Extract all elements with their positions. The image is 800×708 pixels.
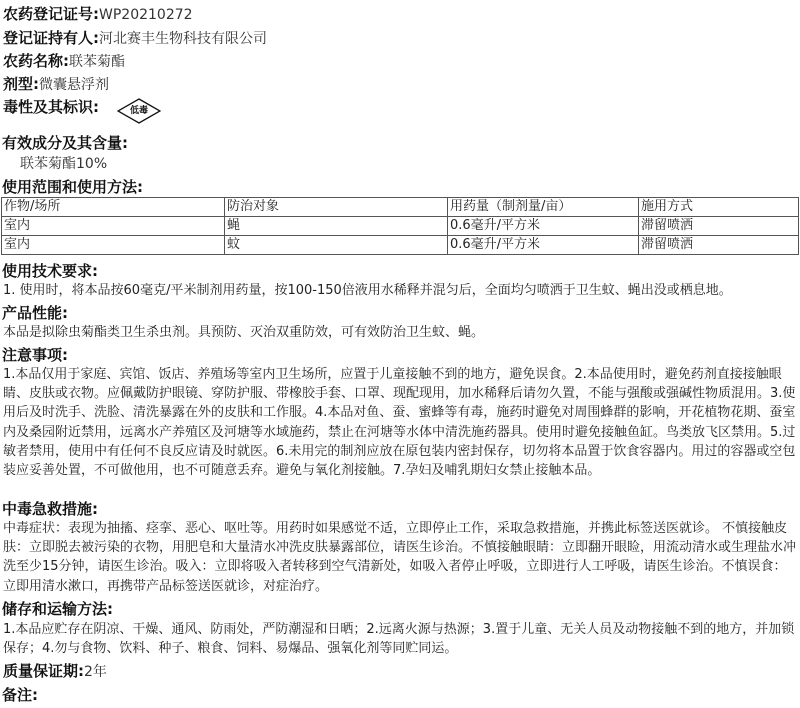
first-aid-text: 中毒症状：表现为抽搐、痉挛、恶心、呕吐等。用药时如果感觉不适，立即停止工作，采取急救措施，并携此标签送医就诊。 不慎接触皮肤：立即脱去被污染的衣物，用肥皂和大量清水冲洗皮肤暴露部位，请医生诊治。不慎接触眼睛：立即翻开眼睑，用流动清水或生理盐水冲洗至少15分钟，请医生诊治。吸入：立即将吸入者转移到空气清新处，如吸入者停止呼吸，立即进行人工呼吸，请医生诊治。不慎误食：立即用清水漱口，再携带产品标签送医就诊，对症治疗。 (3, 521, 797, 594)
toxicity-badge-text: 低毒 (129, 106, 148, 116)
warranty-label: 质量保证期: (3, 662, 84, 680)
technique-text: 1. 使用时，将本品按60毫克/平米制剂用药量，按100-150倍液用水稀释并混匀后，全面均匀喷洒于卫生蚊、蝇出没或栖息地。 (3, 283, 732, 298)
toxicity-line (3, 96, 99, 118)
ingredients-label: 有效成分及其含量: (2, 134, 128, 152)
precautions-label: 注意事项: (2, 346, 68, 364)
warranty-line (3, 660, 107, 682)
technique-label: 使用技术要求: (2, 262, 98, 280)
usage-table (1, 197, 799, 255)
formulation-value: 微囊悬浮剂 (39, 77, 109, 93)
table-cell: 蚊 (225, 236, 448, 255)
table-cell: 室内 (2, 217, 225, 236)
pesticide-name-value: 联苯菊酯 (69, 54, 125, 70)
table-row (2, 217, 799, 236)
first-aid-label: 中毒急救措施: (2, 500, 98, 518)
precautions-text: 1.本品仅用于家庭、宾馆、饭店、养殖场等室内卫生场所，应置于儿童接触不到的地方，避免误食。2.本品使用时，避免药剂直接接触眼睛、皮肤或衣物。应佩戴防护眼镜、穿防护服、带橡胶手套、口罩、现配现用，加水稀释后请勿久置，不能与强酸或强碱性物质混用。3.使用后及时洗手、洗脸、清洗暴露在外的皮肤和工作服。4.本品对鱼、蚕、蜜蜂等有毒，施药时避免对周围蜂群的影响，开花植物花期、蚕室内及桑园附近禁用，远离水产养殖区及河塘等水域施药，禁止在河塘等水体中清洗施药器具。使用时避免接触鱼缸。鸟类放飞区禁用。5.过敏者禁用，使用中有任何不良反应请及时就医。6.未用完的制剂应放在原包装内密封保存，切勿将本品置于饮食容器内。用过的容器或空包装应妥善处置，不可做他用，也不可随意丢弃。避免与氧化剂接触。7.孕妇及哺乳期妇女禁止接触本品。 (3, 367, 796, 479)
remarks-label: 备注: (2, 686, 38, 704)
warranty-value: 2年 (84, 664, 107, 680)
column-header: 作物/场所 (2, 198, 225, 217)
holder-value: 河北赛丰生物科技有限公司 (99, 31, 267, 47)
formulation-label: 剂型: (3, 75, 39, 93)
table-cell: 0.6毫升/平方米 (448, 236, 639, 255)
table-cell: 蝇 (225, 217, 448, 236)
performance-label: 产品性能: (2, 304, 68, 322)
performance-text: 本品是拟除虫菊酯类卫生杀虫剂。具预防、灭治双重防效，可有效防治卫生蚊、蝇。 (3, 325, 485, 340)
holder-line (3, 27, 267, 49)
column-header: 防治对象 (225, 198, 448, 217)
table-cell: 滞留喷洒 (639, 236, 799, 255)
registration-label: 农药登记证号: (3, 5, 99, 23)
usage-label: 使用范围和使用方法: (2, 178, 143, 196)
holder-label: 登记证持有人: (3, 29, 99, 47)
registration-value: WP20210272 (99, 7, 193, 23)
toxicity-label: 毒性及其标识: (3, 98, 99, 116)
table-cell: 室内 (2, 236, 225, 255)
formulation-line (3, 73, 109, 95)
ingredients-value: 联苯菊酯10% (20, 156, 108, 172)
table-cell: 0.6毫升/平方米 (448, 217, 639, 236)
table-cell: 滞留喷洒 (639, 217, 799, 236)
low-toxicity-diamond-icon (117, 98, 161, 124)
storage-text: 1.本品应贮存在阴凉、干燥、通风、防雨处，严防潮湿和日晒；2.远离火源与热源；3.置于儿童、无关人员及动物接触不到的地方，并加锁保存；4.勿与食物、饮料、种子、粮食、饲料、易爆品、强氧化剂等同贮同运。 (3, 622, 795, 657)
pesticide-name-line (3, 50, 125, 72)
pesticide-name-label: 农药名称: (3, 52, 69, 70)
registration-line (3, 3, 193, 25)
table-header-row (2, 198, 799, 217)
table-row (2, 236, 799, 255)
storage-label: 储存和运输方法: (2, 600, 113, 618)
column-header: 用药量（制剂量/亩） (448, 198, 639, 217)
column-header: 施用方式 (639, 198, 799, 217)
